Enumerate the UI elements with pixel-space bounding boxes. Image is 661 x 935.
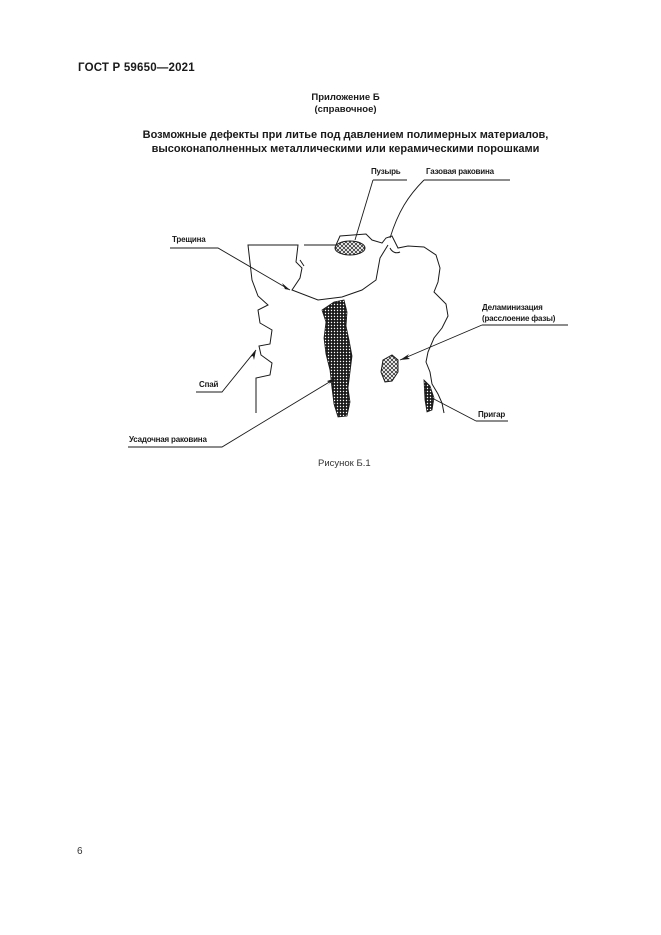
document-title-line-2: высоконаполненных металлическими или керамическими порошками	[151, 143, 540, 155]
burn-label: Пригар	[478, 410, 506, 419]
crack-leader-line	[170, 248, 290, 290]
standard-header: ГОСТ Р 59650—2021	[78, 62, 195, 74]
shrinkage-cavity-defect	[322, 300, 352, 417]
annex-title: Приложение Б	[311, 92, 380, 103]
delamination-arrowhead	[400, 354, 410, 360]
weld-arrowhead	[250, 350, 256, 360]
weld-label: Спай	[199, 380, 219, 389]
bubble-defect	[335, 241, 365, 255]
delamination-label-line-1: Деламинизация	[482, 303, 543, 312]
part-outline-left	[248, 245, 388, 413]
gas-cavity-leader-line	[390, 180, 510, 238]
page-number: 6	[77, 846, 83, 857]
crack-label: Трещина	[172, 235, 206, 244]
delamination-label-line-2: (расслоение фазы)	[482, 314, 556, 323]
delamination-defect	[381, 355, 398, 382]
bubble-leader-line	[355, 180, 407, 240]
shrinkage-cavity-label: Усадочная раковина	[129, 435, 207, 444]
gas-cavity-label: Газовая раковина	[426, 167, 494, 176]
figure-caption: Рисунок Б.1	[318, 458, 371, 469]
document-title-line-1: Возможные дефекты при литье под давлением полимерных материалов,	[142, 129, 549, 141]
delamination-leader-line	[400, 325, 568, 360]
annex-subtitle: (справочное)	[314, 104, 377, 115]
bubble-label: Пузырь	[371, 167, 401, 176]
